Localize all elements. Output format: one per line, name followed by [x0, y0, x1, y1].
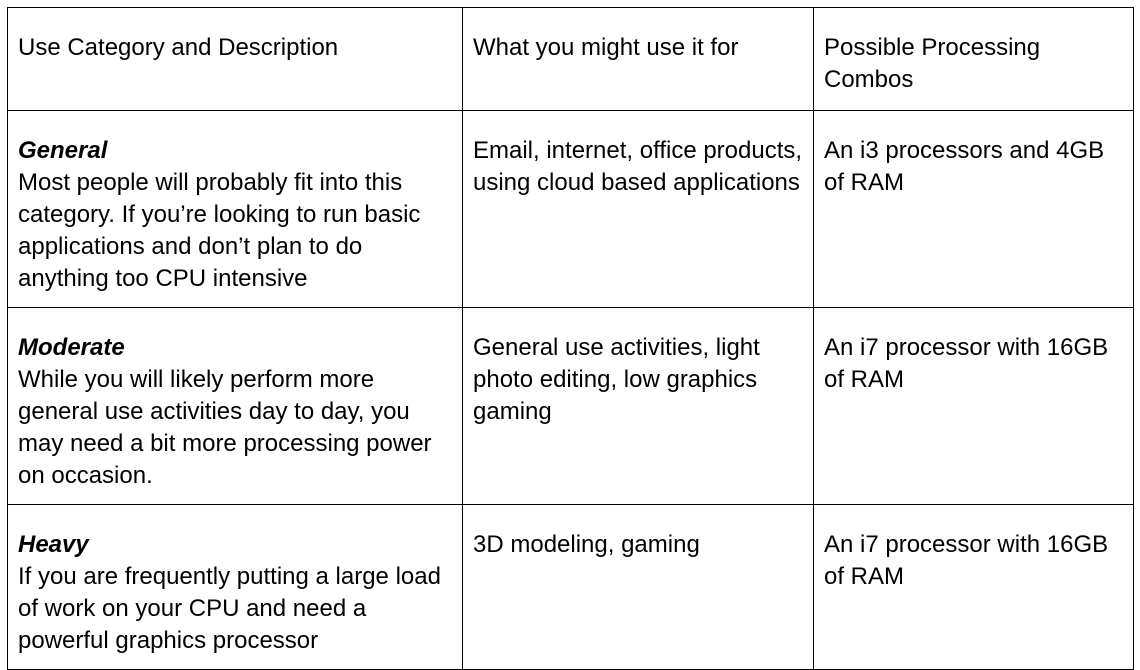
uses-cell: Email, internet, office products, using cloud based applications [463, 111, 814, 308]
table-row [8, 308, 1134, 505]
category-title: Moderate [18, 334, 125, 361]
uses-cell: 3D modeling, gaming [463, 505, 814, 670]
category-description: While you will likely perform more general use activities day to day, you may need a bit more processing power on occasion. [18, 366, 432, 489]
category-cell [8, 505, 463, 670]
combo-cell: An i7 processor with 16GB of RAM [814, 308, 1134, 505]
category-cell [8, 308, 463, 505]
category-title: General [18, 137, 108, 164]
category-title: Heavy [18, 531, 89, 558]
header-what-use-for: What you might use it for [463, 8, 814, 111]
uses-cell: General use activities, light photo editing, low graphics gaming [463, 308, 814, 505]
combo-cell: An i7 processor with 16GB of RAM [814, 505, 1134, 670]
header-use-category: Use Category and Description [8, 8, 463, 111]
category-description: If you are frequently putting a large load of work on your CPU and need a powerful graphics processor [18, 563, 441, 654]
category-description: Most people will probably fit into this category. If you’re looking to run basic applications and don’t plan to do anything too CPU intensive [18, 169, 421, 292]
header-processing-combos: Possible Processing Combos [814, 8, 1134, 111]
table-row [8, 111, 1134, 308]
table-header-row [8, 8, 1134, 111]
processing-usage-table [7, 7, 1134, 670]
category-cell [8, 111, 463, 308]
table-row [8, 505, 1134, 670]
combo-cell: An i3 processors and 4GB of RAM [814, 111, 1134, 308]
